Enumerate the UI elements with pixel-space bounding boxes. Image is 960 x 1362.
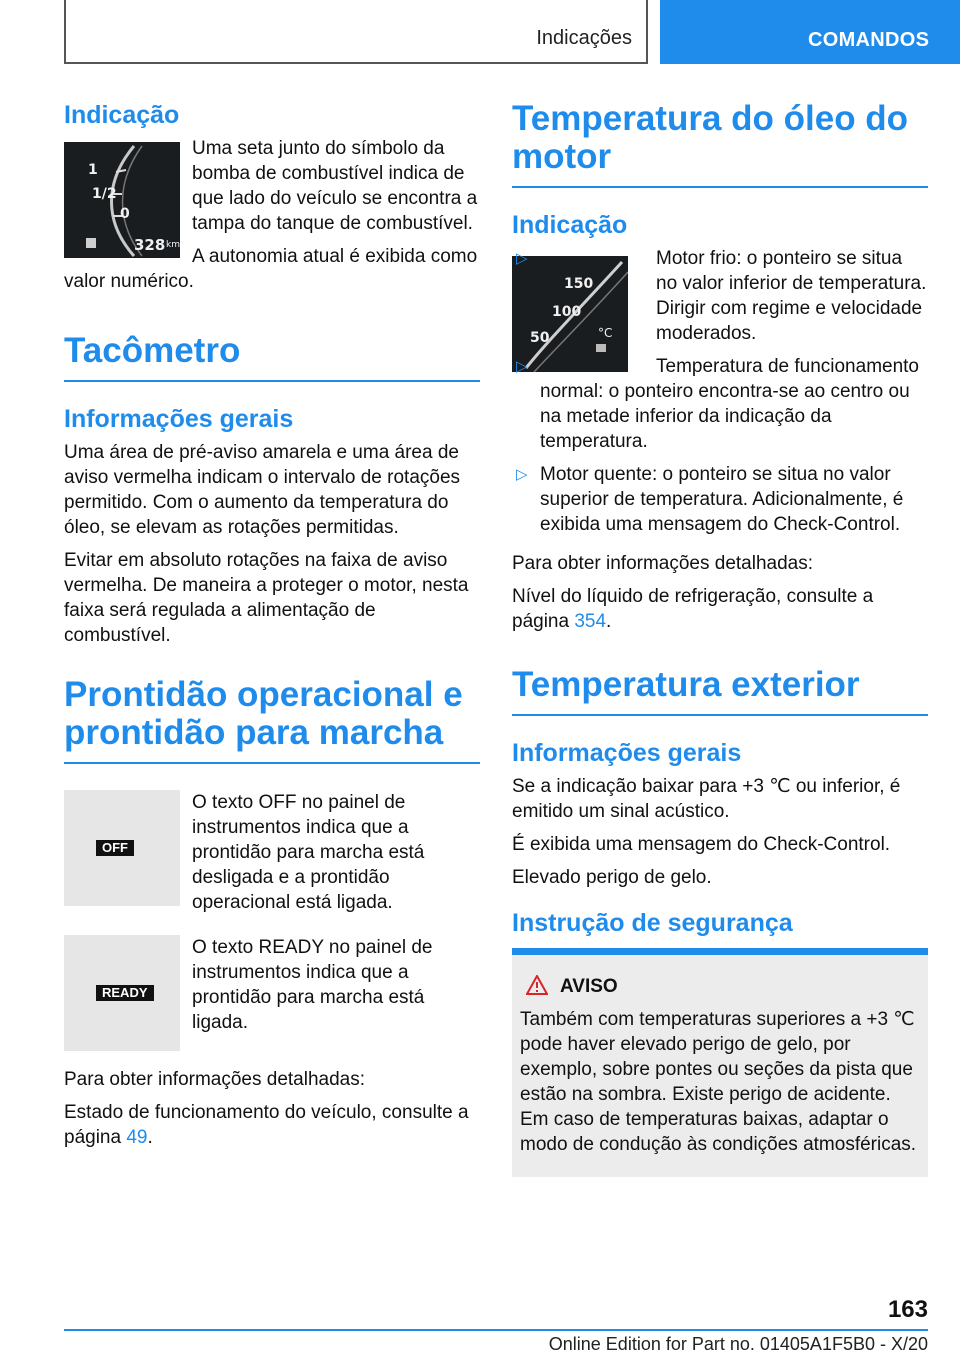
fuel-gauge-image [64, 142, 180, 258]
list-item-text: Temperatura de funcionamento normal: o ponteiro encontra-se ao centro ou na metade inferior da indicação da temperatura. [540, 356, 919, 452]
triangle-bullet-icon: ▷ [516, 250, 528, 267]
ready-tag: READY [96, 985, 154, 1001]
tacometro-heading: Tacômetro [64, 332, 480, 382]
oil-gauge-label-100: 100 [552, 304, 582, 320]
tacometro-subheading: Informações gerais [64, 405, 294, 433]
fuel-gauge-label-full: 1 [88, 162, 98, 178]
list-item [512, 462, 928, 537]
header-chapter-label: COMANDOS [808, 29, 930, 51]
warning-title-text: AVISO [560, 976, 618, 997]
prontidao-heading: Prontidão operacional e prontidão para marcha [64, 676, 480, 764]
indicacao-text-1: Uma seta junto do símbolo da bomba de combustível indica de que lado do veículo se encontra a tampa do tanque de combustível. [192, 138, 478, 234]
left-column [64, 100, 480, 1158]
right-column [512, 100, 928, 1177]
oleo-ref-text: Nível do líquido de refrigeração, consulte a página [512, 586, 874, 632]
warning-triangle-icon [526, 975, 548, 1001]
prontidao-ref-text: Estado de funcionamento do veículo, consulte a página [64, 1102, 469, 1148]
triangle-bullet-icon: ▷ [516, 358, 528, 375]
footer-edition: Online Edition for Part no. 01405A1F5B0 - X/20 [548, 1334, 928, 1354]
prontidao-more: Para obter informações detalhadas: [64, 1069, 366, 1090]
oleo-list-2 [512, 462, 928, 537]
off-tag: OFF [96, 840, 134, 856]
oleo-more: Para obter informações detalhadas: [512, 553, 814, 574]
fuel-gauge-label-empty: 0 [120, 206, 130, 222]
oleo-subheading: Indicação [512, 211, 628, 239]
ready-indicator-image [64, 935, 180, 1051]
tacometro-text-1: Uma área de pré-aviso amarela e uma área de aviso vermelha indicam o intervalo de rotações permitido. Com o aumento da temperatura do óleo, se elevam as rotações permitidas. [64, 442, 461, 538]
safety-heading: Instrução de segurança [512, 909, 793, 937]
off-text: O texto OFF no painel de instrumentos indica que a prontidão para marcha está desligada e a prontidão operacional está ligada. [192, 792, 425, 913]
oil-gauge-unit: °C [598, 326, 613, 340]
fuel-range-unit: km [166, 240, 180, 250]
oleo-ref [512, 584, 928, 634]
oleo-heading: Temperatura do óleo do motor [512, 100, 928, 188]
prontidao-ref [64, 1100, 480, 1150]
warning-title [520, 975, 920, 1001]
page-number: 163 [887, 1296, 928, 1323]
header-section-box [64, 0, 648, 64]
exterior-heading: Temperatura exterior [512, 666, 928, 716]
exterior-text-1: Se a indicação baixar para +3 ℃ ou inferior, é emitido um sinal acústico. [512, 776, 901, 822]
oil-gauge-label-50: 50 [530, 330, 550, 346]
off-indicator-image [64, 790, 180, 906]
fuel-range-value: 328 [134, 236, 166, 254]
list-item-text: Motor quente: o ponteiro se situa no valor superior de temperatura. Adicionalmente, é exibida uma mensagem do Check-Control. [540, 464, 904, 535]
footer-rule [64, 1329, 928, 1331]
exterior-text-2: É exibida uma mensagem do Check-Control. [512, 834, 891, 855]
oleo-ref-end: . [606, 611, 612, 632]
ready-text: O texto READY no painel de instrumentos indica que a prontidão para marcha está ligada. [192, 937, 433, 1033]
header-section-label: Indicações [536, 27, 632, 49]
indicacao-heading: Indicação [64, 101, 180, 129]
exterior-text-3: Elevado perigo de gelo. [512, 867, 712, 888]
exterior-subheading: Informações gerais [512, 739, 742, 767]
indicacao-text-2: A autonomia atual é exibida como valor numérico. [64, 246, 478, 292]
triangle-bullet-icon: ▷ [516, 466, 528, 483]
fuel-gauge-label-half: 1/2 [92, 186, 117, 202]
warning-text: Também com temperaturas superiores a +3 ℃ pode haver elevado perigo de gelo, por exemplo, sobre pontes ou seções da pista que estão na sombra. Existe perigo de acidente. Em caso de temperaturas baixas, adaptar o modo de condução às condições atmosféricas. [520, 1009, 917, 1155]
tacometro-text-2: Evitar em absoluto rotações na faixa de aviso vermelha. De maneira a proteger o motor, nesta faixa será regulada a alimentação de combustível. [64, 550, 469, 646]
oil-gauge-label-150: 150 [564, 276, 594, 292]
list-item [512, 246, 928, 346]
prontidao-ref-end: . [147, 1127, 153, 1148]
header-chapter-box [660, 0, 960, 64]
page-link-49[interactable]: 49 [126, 1127, 148, 1148]
list-item [512, 354, 928, 454]
warning-box [512, 948, 928, 1177]
page-link-354[interactable]: 354 [574, 611, 607, 632]
list-item-text: Motor frio: o ponteiro se situa no valor inferior de temperatura. Dirigir com regime e velocidade moderados. [656, 248, 927, 344]
